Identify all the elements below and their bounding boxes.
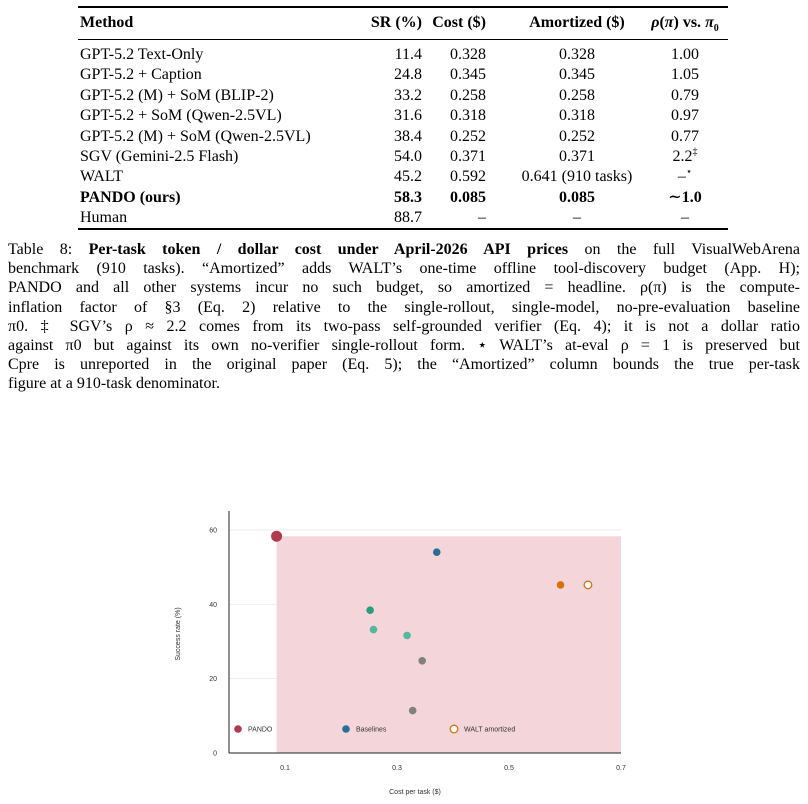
caption-line: inflation factor of §3 (Eq. 2) relative to the single-rollout, single-model, no-pre-evaluation baseline xyxy=(8,298,800,316)
y-tick-label: 60 xyxy=(209,527,217,535)
method-cell: SGV (Gemini-2.5 Flash) xyxy=(80,148,239,165)
legend-marker xyxy=(450,725,458,733)
rho-value: ∼1.0 xyxy=(668,188,702,206)
cost-cell: 0.252 xyxy=(450,127,486,145)
caption-line: Cpre is unreported in the original paper (Eq. 5); the “Amortized” column bounds the true per-task xyxy=(8,356,800,374)
cost-success-scatter xyxy=(150,505,650,800)
amortized-cell: 0.252 xyxy=(559,127,595,145)
x-tick-label: 0.1 xyxy=(280,765,290,772)
amortized-cell: 0.345 xyxy=(559,66,595,84)
caption-line: PANDO and all other systems incur no such budget, so amortized = headline. ρ(π) is the compute- xyxy=(8,279,800,297)
legend-label: WALT amortized xyxy=(464,726,516,734)
cost-cell: 0.318 xyxy=(450,107,486,125)
amortized-cell: 0.318 xyxy=(559,107,595,125)
data-point xyxy=(557,581,565,589)
table-bottom-rule xyxy=(78,228,728,230)
data-point xyxy=(271,531,282,542)
y-tick-label: 0 xyxy=(213,750,217,758)
method-cell: GPT-5.2 + Caption xyxy=(80,66,202,84)
amortized-cell: – xyxy=(573,209,581,227)
legend-marker xyxy=(342,725,350,733)
amortized-cell: 0.641 (910 tasks) xyxy=(521,168,633,186)
method-cell: Human xyxy=(80,209,128,227)
data-point xyxy=(409,707,417,715)
caption-title: Per-task token / dollar cost under April-2026 API prices xyxy=(88,241,569,258)
x-tick-label: 0.7 xyxy=(616,765,626,772)
rho-cell xyxy=(642,45,728,64)
amortized-cell: 0.258 xyxy=(559,86,595,104)
rho-value: – xyxy=(681,209,689,227)
rho-value: 0.79 xyxy=(671,86,699,104)
dominated-region xyxy=(277,536,621,753)
sr-cell: 38.4 xyxy=(394,127,422,145)
y-axis-label: Success rate (%) xyxy=(175,607,182,661)
cost-cell: 0.592 xyxy=(450,168,486,186)
data-point xyxy=(584,581,592,589)
sr-cell: 11.4 xyxy=(394,46,422,63)
method-cell: PANDO (ours) xyxy=(80,188,181,206)
x-tick-label: 0.3 xyxy=(392,765,402,772)
rho-cell xyxy=(642,127,728,146)
rho-value: 2.2 xyxy=(672,148,693,165)
rho-value: 0.97 xyxy=(671,107,699,125)
rho-footnote-mark: ⋆ xyxy=(685,167,693,179)
rho-cell xyxy=(642,86,728,105)
caption-line: figure at a 910-task denominator. xyxy=(8,375,220,393)
rho-cell xyxy=(642,188,728,207)
header-method: Method xyxy=(80,14,134,31)
legend-label: PANDO xyxy=(248,726,273,734)
amortized-cell: 0.085 xyxy=(559,188,595,206)
rho-value: – xyxy=(677,168,686,186)
caption-line: Table 8: Per-task token / dollar cost under April-2026 API prices on the full VisualWebArena xyxy=(8,241,801,258)
header-sr: SR (%) xyxy=(370,14,422,31)
sr-cell: 88.7 xyxy=(394,209,422,227)
rho-value: 1.05 xyxy=(671,66,699,84)
sr-cell: 24.8 xyxy=(394,66,422,84)
cost-cell: 0.345 xyxy=(450,66,486,84)
caption-line: against π0 but against its own no-verifier single-rollout form. ⋆ WALT’s at-eval ρ = 1 is preserved but xyxy=(8,337,800,355)
y-tick-label: 40 xyxy=(209,601,217,609)
cost-cell: – xyxy=(478,209,486,227)
data-point xyxy=(370,626,378,634)
method-cell: WALT xyxy=(80,168,123,186)
legend-marker xyxy=(234,725,242,733)
x-axis-label: Cost per task ($) xyxy=(389,789,441,796)
sr-cell: 31.6 xyxy=(394,107,422,125)
caption-line: π0. ‡ SGV’s ρ ≈ 2.2 comes from its two-pass self-grounded verifier (Eq. 4); it is not a dollar ratio xyxy=(8,317,800,335)
rho-cell xyxy=(642,65,728,84)
caption-label: Table 8: xyxy=(8,241,73,258)
rho-footnote-mark: ‡ xyxy=(692,146,698,158)
rho-value: 1.00 xyxy=(671,46,699,63)
cost-cell: 0.258 xyxy=(450,86,486,104)
sr-cell: 58.3 xyxy=(394,188,422,206)
cost-cell: 0.328 xyxy=(450,46,486,63)
sr-cell: 45.2 xyxy=(394,168,422,186)
rho-cell xyxy=(642,208,728,227)
data-point xyxy=(366,606,374,614)
y-tick-label: 20 xyxy=(209,676,217,684)
table-top-rule xyxy=(78,6,728,8)
amortized-cell: 0.328 xyxy=(559,46,595,63)
method-cell: GPT-5.2 + SoM (Qwen-2.5VL) xyxy=(80,107,282,125)
method-cell: GPT-5.2 (M) + SoM (BLIP-2) xyxy=(80,86,274,104)
x-tick-label: 0.5 xyxy=(504,765,514,772)
amortized-cell: 0.371 xyxy=(559,148,595,165)
sr-cell: 33.2 xyxy=(394,86,422,104)
rho-cell xyxy=(642,167,728,186)
method-cell: GPT-5.2 Text-Only xyxy=(80,46,204,63)
header-cost: Cost ($) xyxy=(432,14,486,31)
data-point xyxy=(433,548,441,556)
header-rho: ρ(π) vs. $\pi_0$ xyxy=(651,14,719,35)
sr-cell: 54.0 xyxy=(394,148,422,165)
method-cell: GPT-5.2 (M) + SoM (Qwen-2.5VL) xyxy=(80,127,311,145)
rho-value: 0.77 xyxy=(671,127,699,145)
cost-cell: 0.371 xyxy=(450,148,486,165)
data-point xyxy=(403,632,411,640)
rho-cell xyxy=(642,106,728,125)
table-mid-rule xyxy=(78,39,728,40)
rho-cell xyxy=(642,147,728,166)
header-amortized: Amortized ($) xyxy=(529,14,625,31)
caption-line: benchmark (910 tasks). “Amortized” adds WALT’s one-time offline tool-discovery budget (App. H); xyxy=(8,260,800,278)
data-point xyxy=(418,657,426,665)
legend-label: Baselines xyxy=(356,726,387,734)
table-caption xyxy=(8,240,800,394)
cost-cell: 0.085 xyxy=(450,188,486,206)
